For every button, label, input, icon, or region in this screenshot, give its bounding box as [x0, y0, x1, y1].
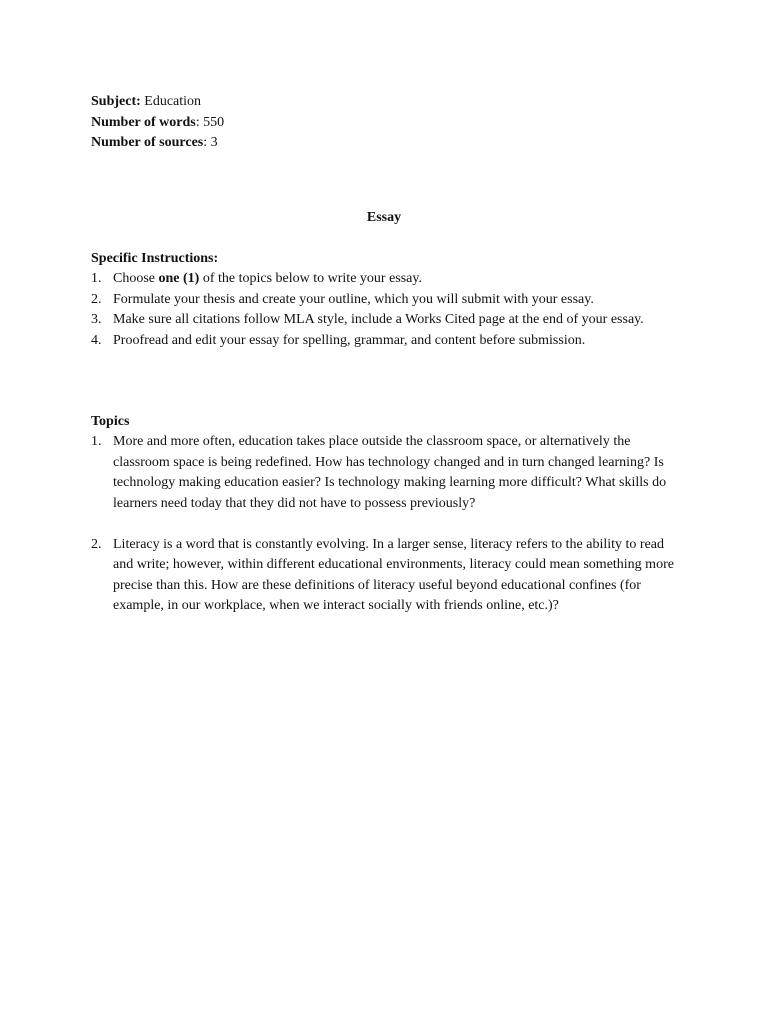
- instruction-emphasis: one (1): [158, 271, 200, 286]
- assignment-meta: [91, 92, 224, 154]
- topic-number: 2.: [91, 536, 102, 552]
- word-count-line: [91, 113, 224, 134]
- instruction-number: 4.: [91, 332, 102, 348]
- topic-text: More and more often, education takes place outside the classroom space, or alternatively the classroom space is being redefined. How has technology changed and in turn changed learning? Is technology making education easier? Is technology making learning more difficult? What skills do learners need today that they did not have to possess previously?: [113, 434, 667, 511]
- instruction-text: Formulate your thesis and create your outline, which you will submit with your essay.: [113, 291, 594, 307]
- subject-value: Education: [140, 94, 202, 109]
- instruction-text: Proofread and edit your essay for spelling, grammar, and content before submission.: [113, 332, 586, 348]
- topics-heading: Topics: [91, 414, 130, 429]
- instruction-item-1: [91, 269, 681, 290]
- topic-number: 1.: [91, 434, 102, 449]
- topic-item-2: [91, 535, 681, 617]
- source-count-value: : 3: [203, 135, 218, 150]
- subject-label: Subject:: [91, 94, 141, 109]
- instructions-heading: Specific Instructions:: [91, 251, 219, 266]
- topic-item-1: [91, 432, 681, 514]
- instruction-text: Choose: [113, 271, 159, 286]
- topics-list: [91, 432, 681, 617]
- word-count-label: Number of words: [91, 114, 196, 130]
- instruction-item-2: [91, 290, 681, 311]
- instruction-text: Make sure all citations follow MLA style, include a Works Cited page at the end of your essay.: [113, 312, 644, 327]
- word-count-value: : 550: [195, 114, 225, 130]
- source-count-line: [91, 133, 224, 154]
- instruction-item-4: [91, 331, 681, 352]
- instruction-number: 3.: [91, 312, 102, 327]
- source-count-label: Number of sources: [91, 135, 204, 150]
- instructions-list: [91, 269, 681, 351]
- instruction-number: 1.: [91, 271, 102, 286]
- document-title: Essay: [366, 210, 402, 225]
- subject-line: [91, 92, 224, 113]
- instruction-item-3: [91, 310, 681, 331]
- instruction-text-end: of the topics below to write your essay.: [199, 271, 422, 286]
- topic-text: Literacy is a word that is constantly evolving. In a larger sense, literacy refers to the ability to read and write; however, within different educational environments, literacy could mean something more precise than this. How are these definitions of literacy useful beyond educational confines (for example, in our workplace, when we interact socially with friends online, etc.)?: [113, 536, 674, 613]
- instruction-number: 2.: [91, 291, 102, 307]
